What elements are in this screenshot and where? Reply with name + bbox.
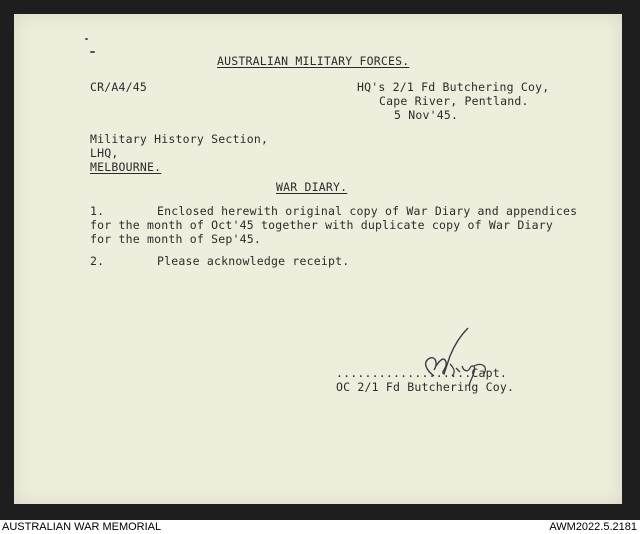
paragraph-2-text: Please acknowledge receipt. [157, 254, 350, 268]
footer-institution: AUSTRALIAN WAR MEMORIAL [2, 521, 162, 533]
handwritten-signature [410, 326, 500, 388]
recipient-line-1: Military History Section, [90, 132, 269, 146]
sender-date: 5 Nov'45. [394, 108, 459, 122]
document-page [14, 14, 622, 504]
sender-line-2: Cape River, Pentland. [379, 94, 529, 108]
footer-accession-number: AWM2022.5.2181 [549, 521, 637, 533]
signature-title: OC 2/1 Fd Butchering Coy. [336, 380, 515, 394]
paper-speck [85, 38, 88, 40]
subject-heading: WAR DIARY. [276, 180, 348, 194]
paragraph-1-line-1: Enclosed herewith original copy of War Diary and appendices [157, 204, 578, 218]
recipient-line-3: MELBOURNE. [90, 160, 162, 174]
paragraph-1-line-3: for the month of Sep'45. [90, 232, 261, 246]
sender-line-1: HQ's 2/1 Fd Butchering Coy, [357, 80, 550, 94]
document-heading: AUSTRALIAN MILITARY FORCES. [217, 54, 410, 68]
reference-number: CR/A4/45 [90, 80, 147, 94]
recipient-line-2: LHQ, [90, 146, 119, 160]
paragraph-2-number: 2. [90, 254, 105, 268]
paragraph-1-number: 1. [90, 204, 105, 218]
paragraph-1-line-2: for the month of Oct'45 together with duplicate copy of War Diary [90, 218, 554, 232]
signature-line: ...................Capt. [336, 366, 507, 380]
paper-speck [90, 51, 95, 53]
